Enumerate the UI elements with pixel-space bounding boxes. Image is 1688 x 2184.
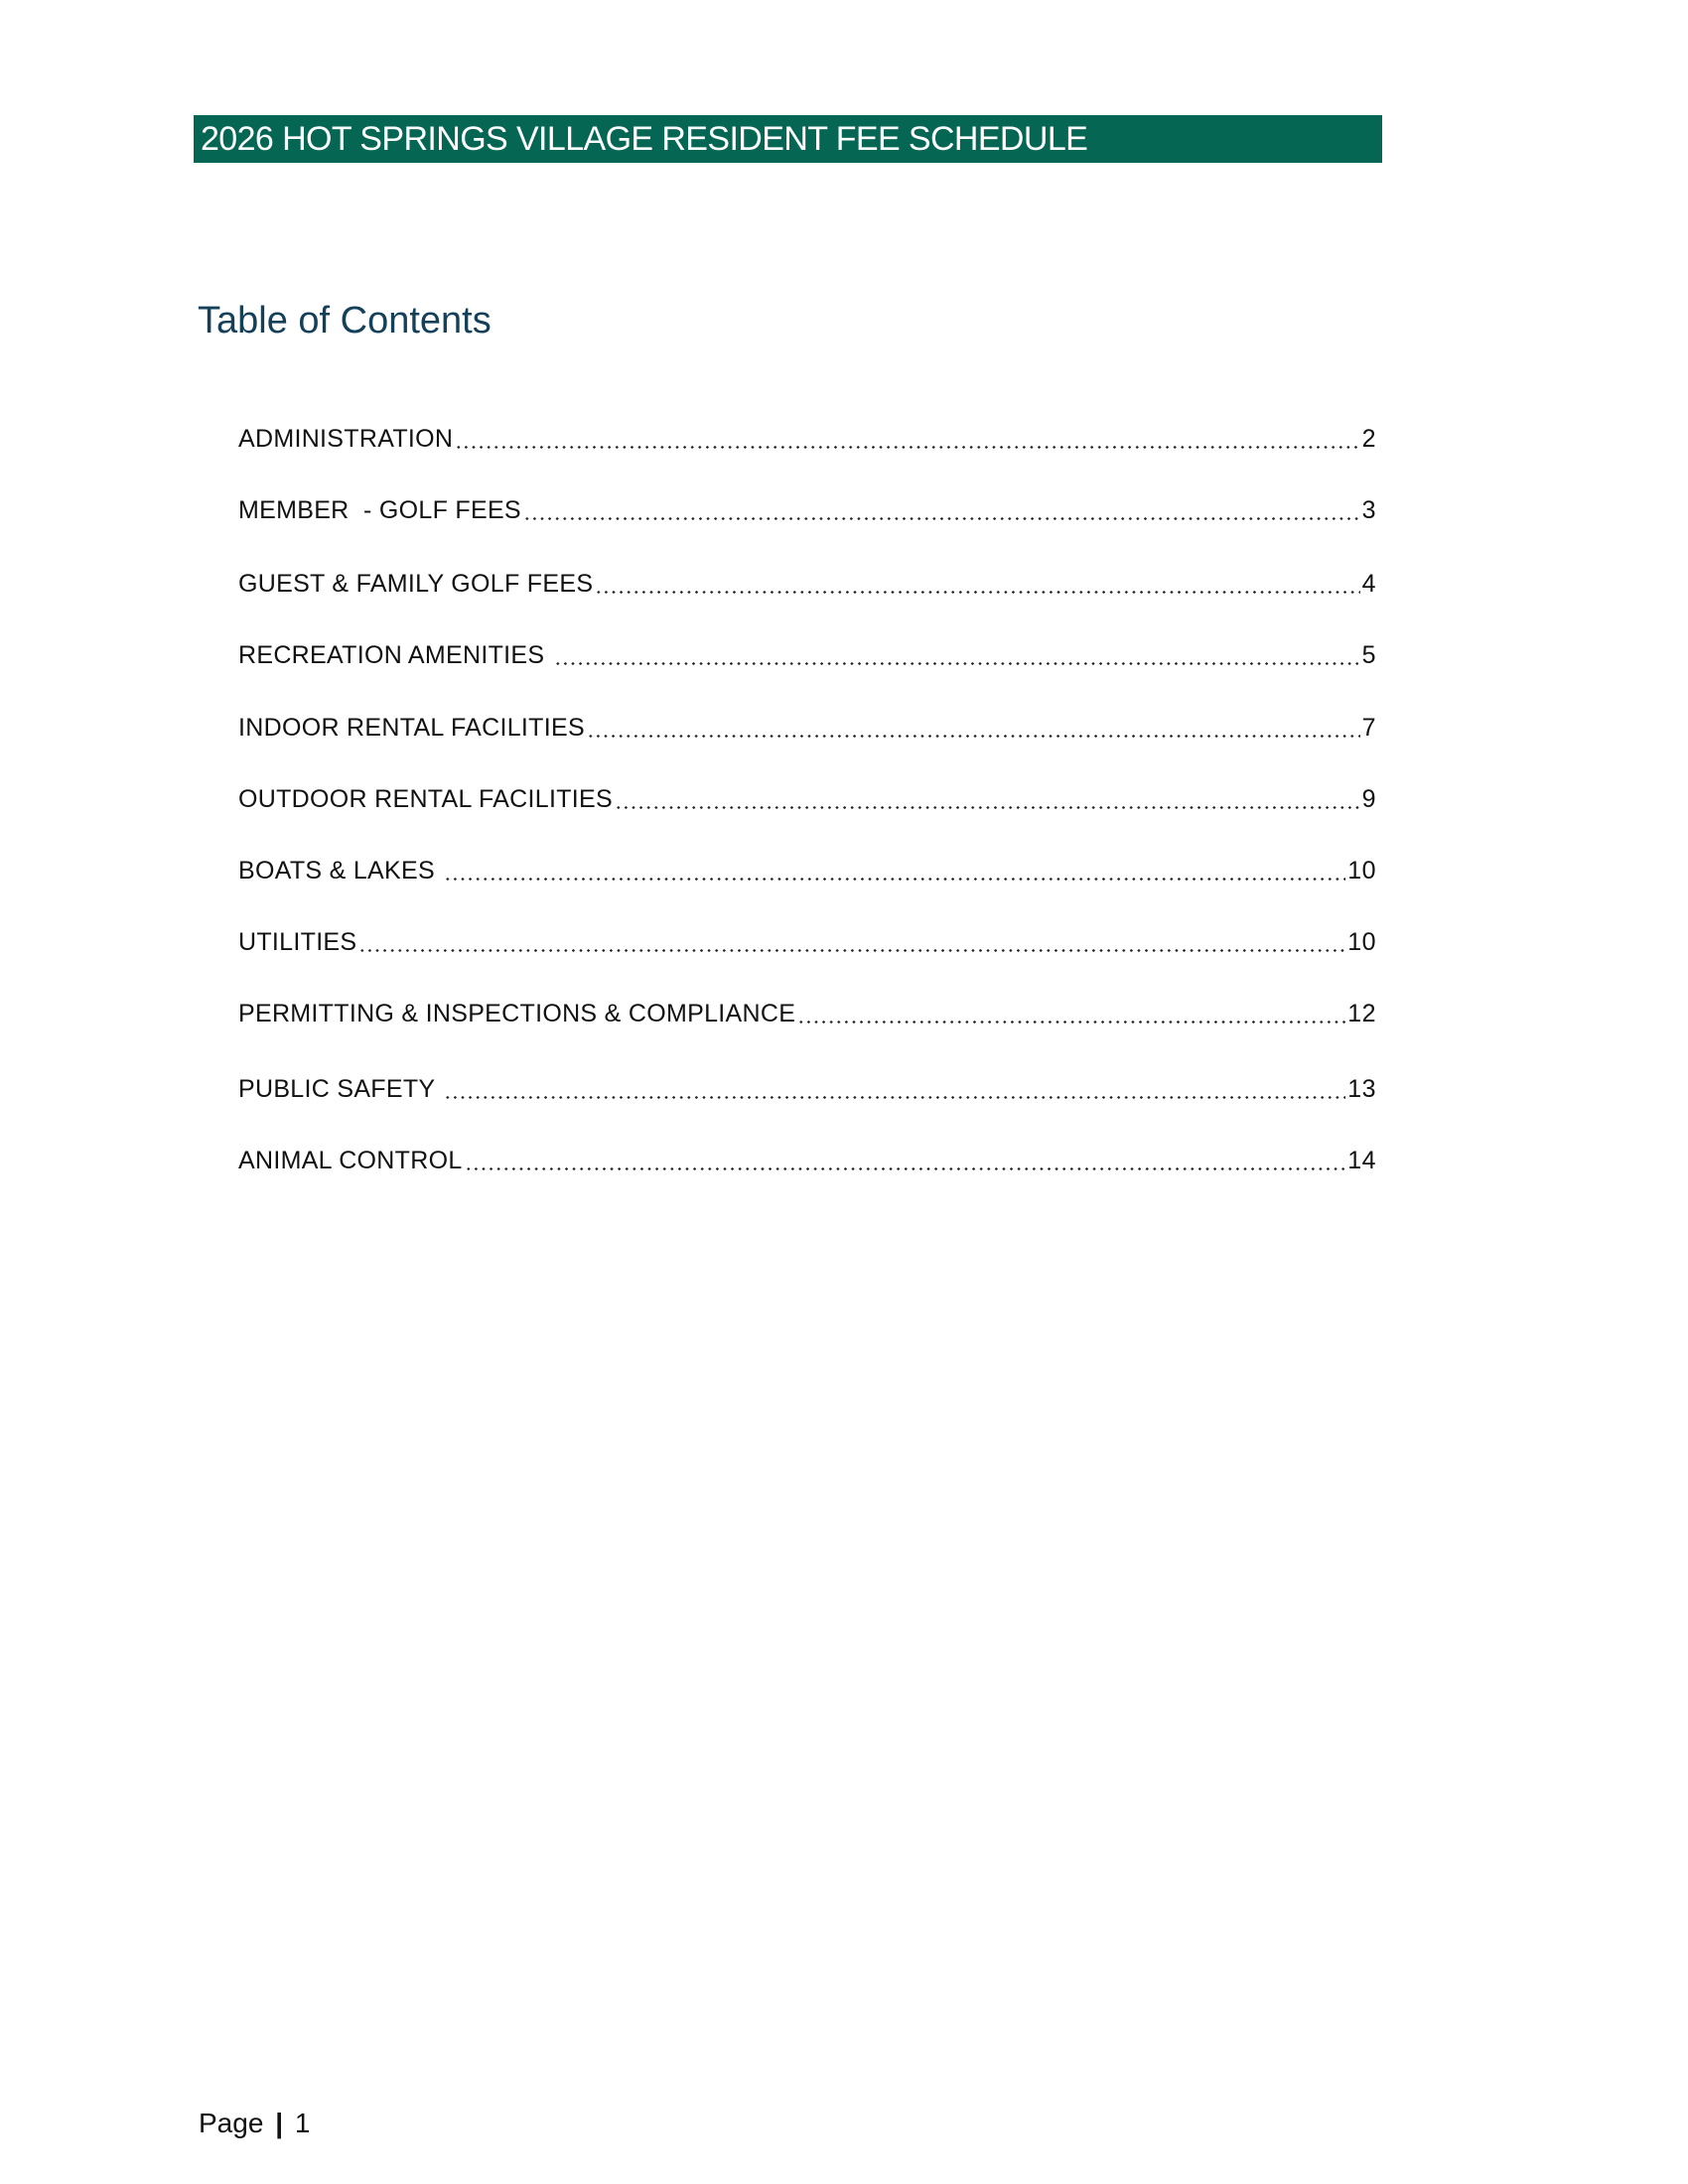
toc-entry-label: UTILITIES xyxy=(238,928,357,956)
dot-leader xyxy=(465,1145,1346,1176)
toc-entry-page: 2 xyxy=(1361,425,1376,453)
toc-entry-label: ANIMAL CONTROL xyxy=(238,1147,463,1174)
toc-entry-label: INDOOR RENTAL FACILITIES xyxy=(238,714,585,742)
dot-leader xyxy=(554,639,1360,671)
dot-leader xyxy=(455,423,1359,455)
toc-entry-page: 4 xyxy=(1361,570,1376,598)
toc-entry-guest-family-golf-fees[interactable] xyxy=(238,568,1376,600)
toc-entry-page: 5 xyxy=(1361,641,1376,669)
toc-entry-label: BOATS & LAKES xyxy=(238,857,443,885)
dot-leader xyxy=(358,926,1345,958)
toc-entry-label: PUBLIC SAFETY xyxy=(238,1075,443,1103)
page-footer xyxy=(199,2107,310,2140)
toc-entry-page: 3 xyxy=(1361,496,1376,524)
toc-entry-member-golf-fees[interactable] xyxy=(238,494,1376,526)
toc-entry-public-safety[interactable] xyxy=(238,1073,1376,1105)
dot-leader xyxy=(797,998,1345,1029)
toc-entry-label: RECREATION AMENITIES xyxy=(238,641,552,669)
toc-entry-page: 12 xyxy=(1347,1000,1376,1027)
dot-leader xyxy=(444,1073,1345,1105)
toc-entry-page: 10 xyxy=(1347,857,1376,885)
document-title: 2026 HOT SPRINGS VILLAGE RESIDENT FEE SCHEDULE xyxy=(201,120,1088,158)
toc-entry-page: 14 xyxy=(1347,1147,1376,1174)
toc-entry-page: 13 xyxy=(1347,1075,1376,1103)
document-title-banner xyxy=(194,115,1382,163)
footer-separator: | xyxy=(275,2108,284,2138)
toc-entry-utilities[interactable] xyxy=(238,926,1376,958)
toc-entry-outdoor-rental-facilities[interactable] xyxy=(238,783,1376,815)
footer-page-number: 1 xyxy=(294,2108,311,2138)
dot-leader xyxy=(523,494,1360,526)
toc-heading: Table of Contents xyxy=(198,300,492,341)
toc-entry-animal-control[interactable] xyxy=(238,1145,1376,1176)
dot-leader xyxy=(444,855,1345,887)
toc-entry-label: GUEST & FAMILY GOLF FEES xyxy=(238,570,594,598)
toc-entry-recreation-amenities[interactable] xyxy=(238,639,1376,671)
dot-leader xyxy=(595,568,1359,600)
toc-entry-label: PERMITTING & INSPECTIONS & COMPLIANCE xyxy=(238,1000,796,1027)
toc-entry-page: 7 xyxy=(1361,714,1376,742)
toc-entry-permitting-inspections-compliance[interactable] xyxy=(238,998,1376,1029)
toc-entry-label: OUTDOOR RENTAL FACILITIES xyxy=(238,785,613,813)
toc-entry-boats-lakes[interactable] xyxy=(238,855,1376,887)
toc-entry-page: 9 xyxy=(1361,785,1376,813)
toc-entry-label: ADMINISTRATION xyxy=(238,425,454,453)
toc-entry-indoor-rental-facilities[interactable] xyxy=(238,712,1376,744)
toc-entry-page: 10 xyxy=(1347,928,1376,956)
toc-entry-label: MEMBER - GOLF FEES xyxy=(238,496,521,524)
dot-leader xyxy=(587,712,1360,744)
footer-page-label: Page xyxy=(199,2108,264,2138)
dot-leader xyxy=(615,783,1360,815)
toc-entry-administration[interactable] xyxy=(238,423,1376,455)
